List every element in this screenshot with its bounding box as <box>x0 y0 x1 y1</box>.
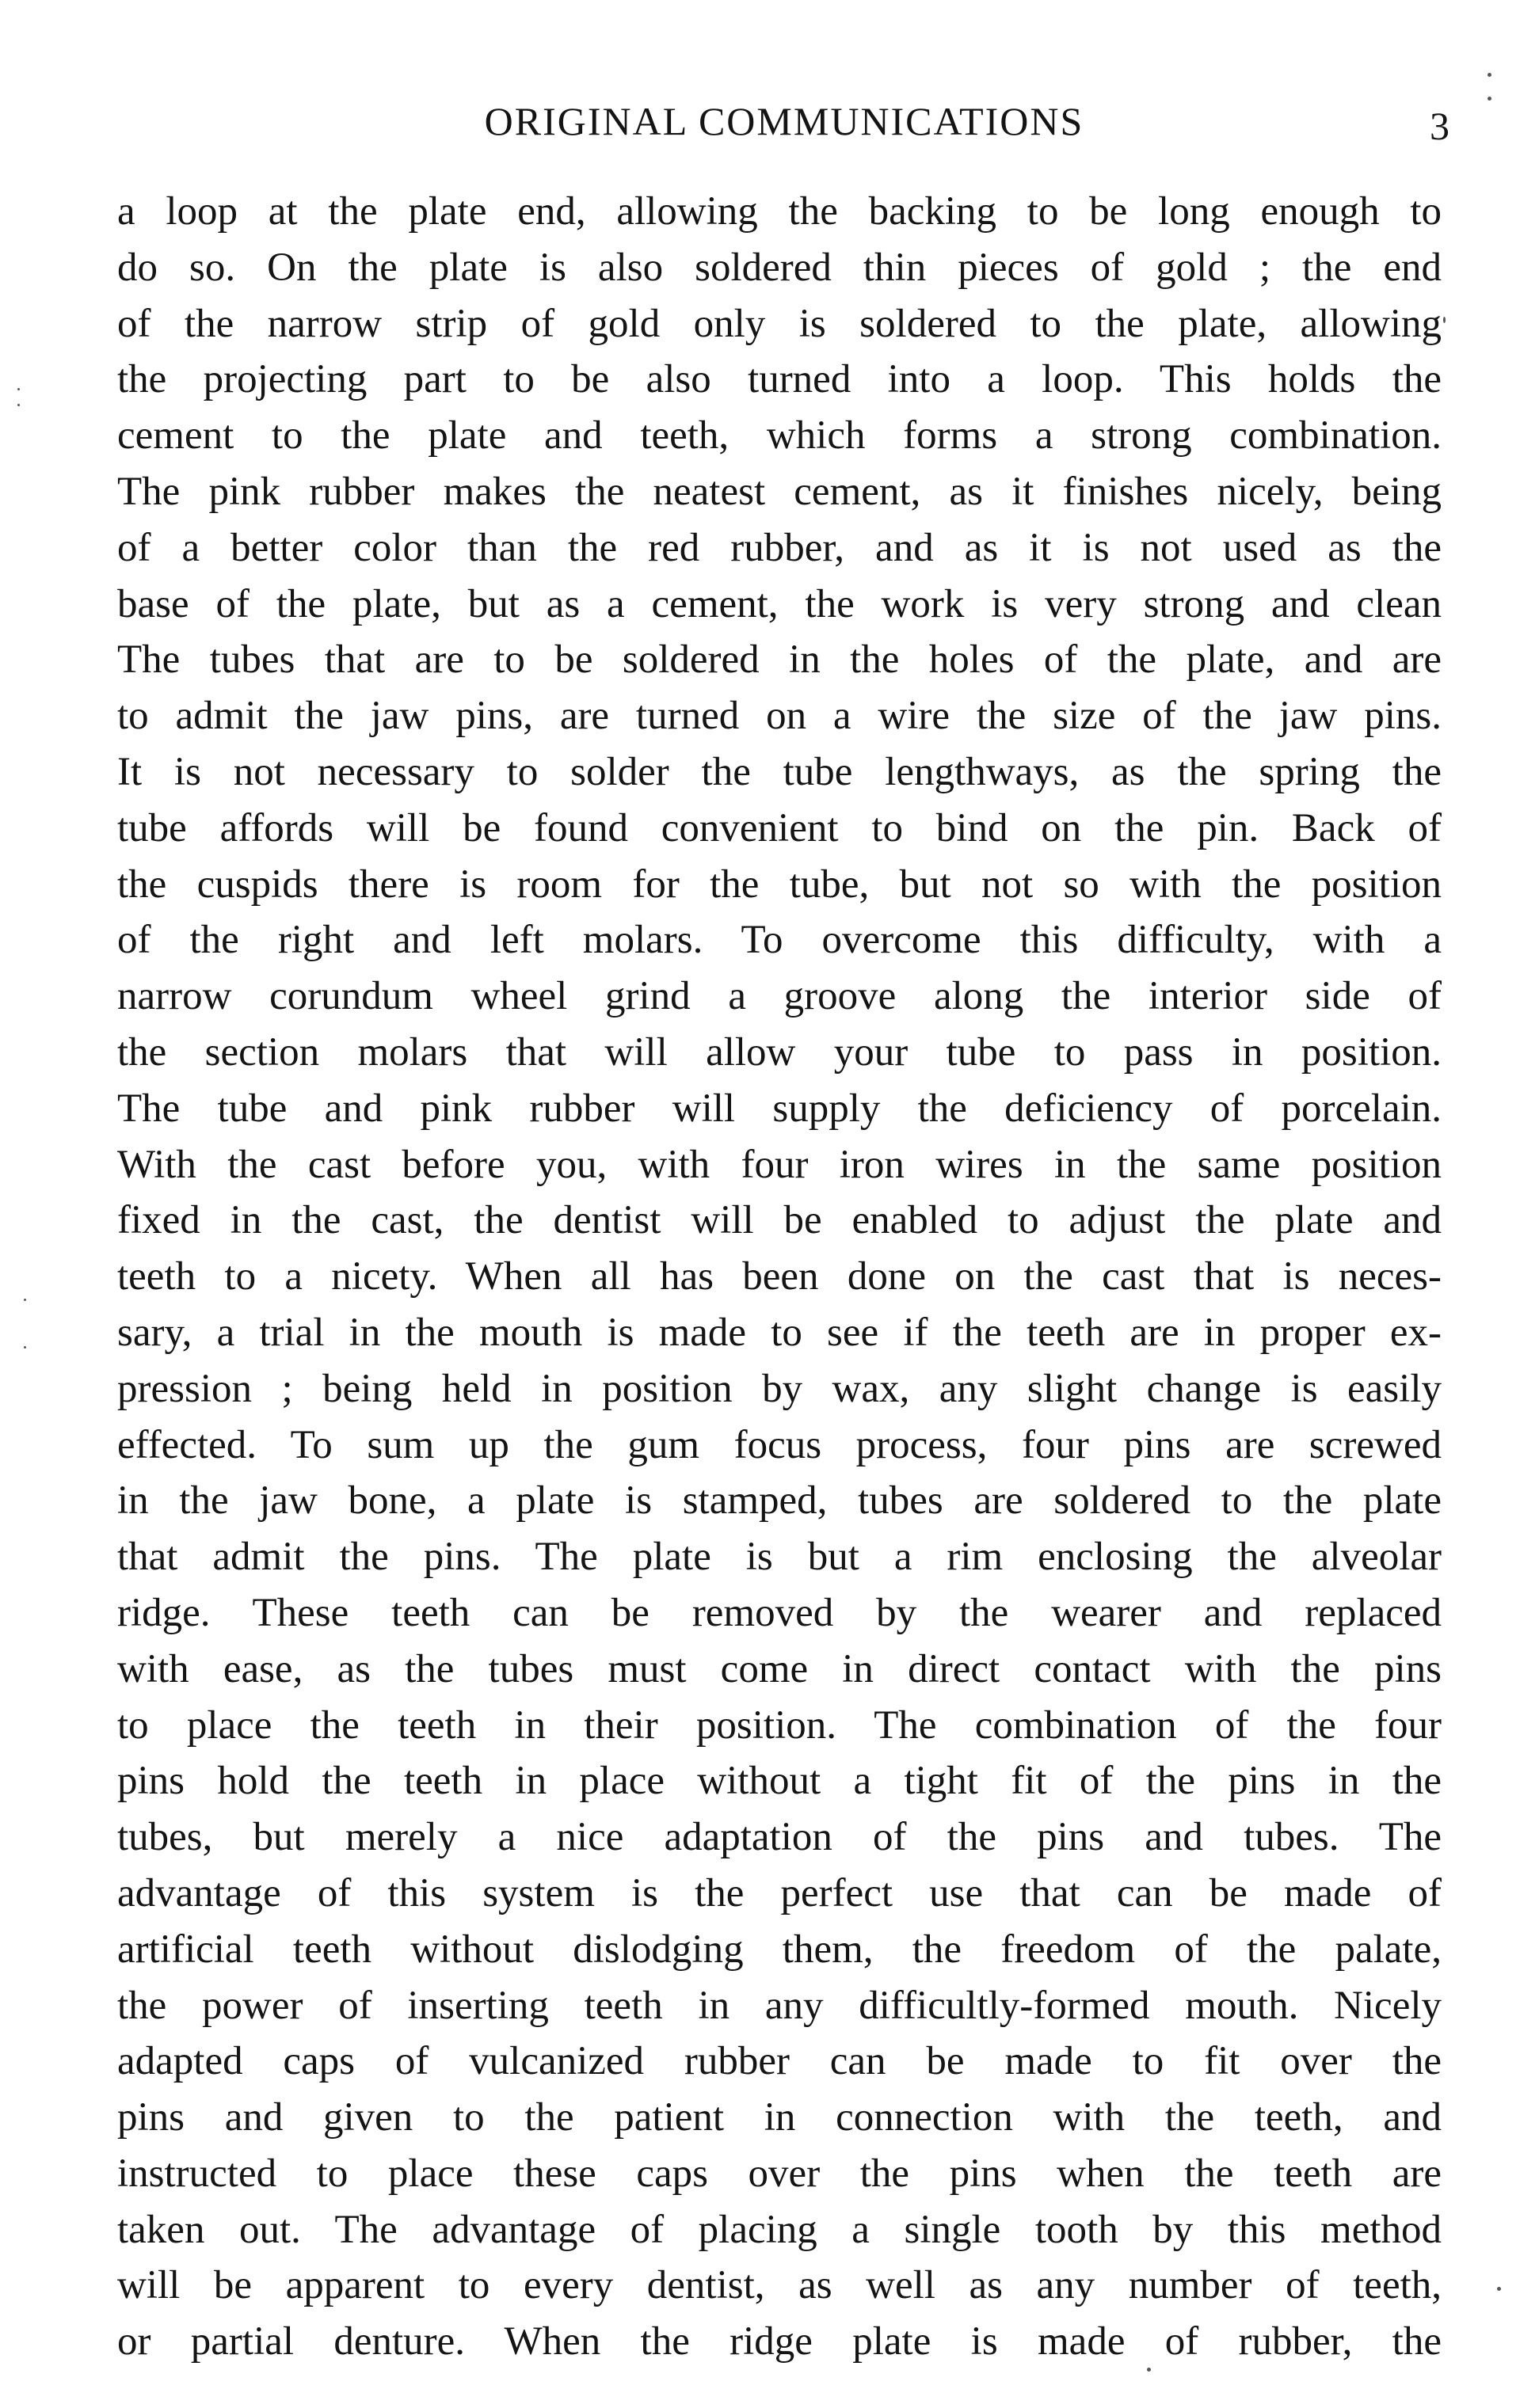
text-line: the power of inserting teeth in any difficultly-formed mouth. Nicely <box>117 1983 1442 2028</box>
text-line: teeth to a nicety. When all has been done on the cast that is neces- <box>117 1254 1442 1299</box>
text-line: ridge. These teeth can be removed by the wearer and replaced <box>117 1590 1442 1635</box>
text-line: advantage of this system is the perfect use that can be made of <box>117 1870 1442 1915</box>
text-line: The pink rubber makes the neatest cement, as it finishes nicely, being <box>117 469 1442 514</box>
text-line: base of the plate, but as a cement, the work is very strong and clean <box>117 581 1442 626</box>
text-line: of a better color than the red rubber, and as it is not used as the <box>117 525 1442 570</box>
scan-speck <box>17 404 20 406</box>
scan-speck <box>24 1346 26 1349</box>
scan-speck <box>1488 97 1491 101</box>
text-line: tubes, but merely a nice adaptation of the pins and tubes. The <box>117 1815 1442 1860</box>
scan-speck <box>1147 2368 1151 2372</box>
text-line: cement to the plate and teeth, which forms a strong combination. <box>117 413 1442 458</box>
text-line: adapted caps of vulcanized rubber can be made to fit over the <box>117 2039 1442 2084</box>
running-head <box>119 93 1449 165</box>
text-line: instructed to place these caps over the pins when the teeth are <box>117 2151 1442 2196</box>
text-line: the section molars that will allow your tube to pass in position. <box>117 1029 1442 1075</box>
text-line: pins and given to the patient in connection with the teeth, and <box>117 2095 1442 2140</box>
text-line: will be apparent to every dentist, as well as any number of teeth, <box>117 2263 1442 2308</box>
text-line: It is not necessary to solder the tube lengthways, as the spring the <box>117 749 1442 794</box>
scan-speck <box>24 1299 26 1301</box>
body-text <box>117 184 1442 2370</box>
text-line: effected. To sum up the gum focus process, four pins are screwed <box>117 1422 1442 1467</box>
text-line: The tubes that are to be soldered in the holes of the plate, and are <box>117 637 1442 683</box>
scan-speck <box>17 388 20 390</box>
text-line: the projecting part to be also turned into a loop. This holds the <box>117 357 1442 402</box>
text-line: artificial teeth without dislodging them, the freedom of the palate, <box>117 1927 1442 1972</box>
text-line: or partial denture. When the ridge plate is made of rubber, the <box>117 2319 1442 2364</box>
text-line: pins hold the teeth in place without a tight fit of the pins in the <box>117 1759 1442 1804</box>
scan-speck <box>1488 73 1491 77</box>
text-line: The tube and pink rubber will supply the deficiency of porcelain. <box>117 1086 1442 1131</box>
text-line: tube affords will be found convenient to bind on the pin. Back of <box>117 805 1442 850</box>
text-line: taken out. The advantage of placing a single tooth by this method <box>117 2207 1442 2252</box>
text-line: fixed in the cast, the dentist will be enabled to adjust the plate and <box>117 1198 1442 1243</box>
text-line: with ease, as the tubes must come in direct contact with the pins <box>117 1646 1442 1691</box>
page-number: 3 <box>1430 104 1449 148</box>
running-title: ORIGINAL COMMUNICATIONS <box>484 99 1084 143</box>
text-line: the cuspids there is room for the tube, but not so with the position <box>117 862 1442 907</box>
scan-speck <box>1497 2287 1501 2291</box>
text-line: that admit the pins. The plate is but a rim enclosing the alveolar <box>117 1535 1442 1580</box>
text-line: narrow corundum wheel grind a groove along the interior side of <box>117 974 1442 1019</box>
text-line: sary, a trial in the mouth is made to see if the teeth are in proper ex- <box>117 1310 1442 1355</box>
scan-speck <box>1443 317 1446 323</box>
text-line: pression ; being held in position by wax, any slight change is easily <box>117 1366 1442 1411</box>
text-line: to place the teeth in their position. The combination of the four <box>117 1702 1442 1748</box>
text-line: do so. On the plate is also soldered thin pieces of gold ; the end <box>117 245 1442 290</box>
text-line: of the narrow strip of gold only is soldered to the plate, allowing <box>117 301 1442 346</box>
text-line: of the right and left molars. To overcome this difficulty, with a <box>117 918 1442 963</box>
text-line: in the jaw bone, a plate is stamped, tubes are soldered to the plate <box>117 1478 1442 1524</box>
text-line: With the cast before you, with four iron wires in the same position <box>117 1142 1442 1187</box>
text-line: a loop at the plate end, allowing the backing to be long enough to <box>117 189 1442 234</box>
text-line: to admit the jaw pins, are turned on a wire the size of the jaw pins. <box>117 694 1442 739</box>
